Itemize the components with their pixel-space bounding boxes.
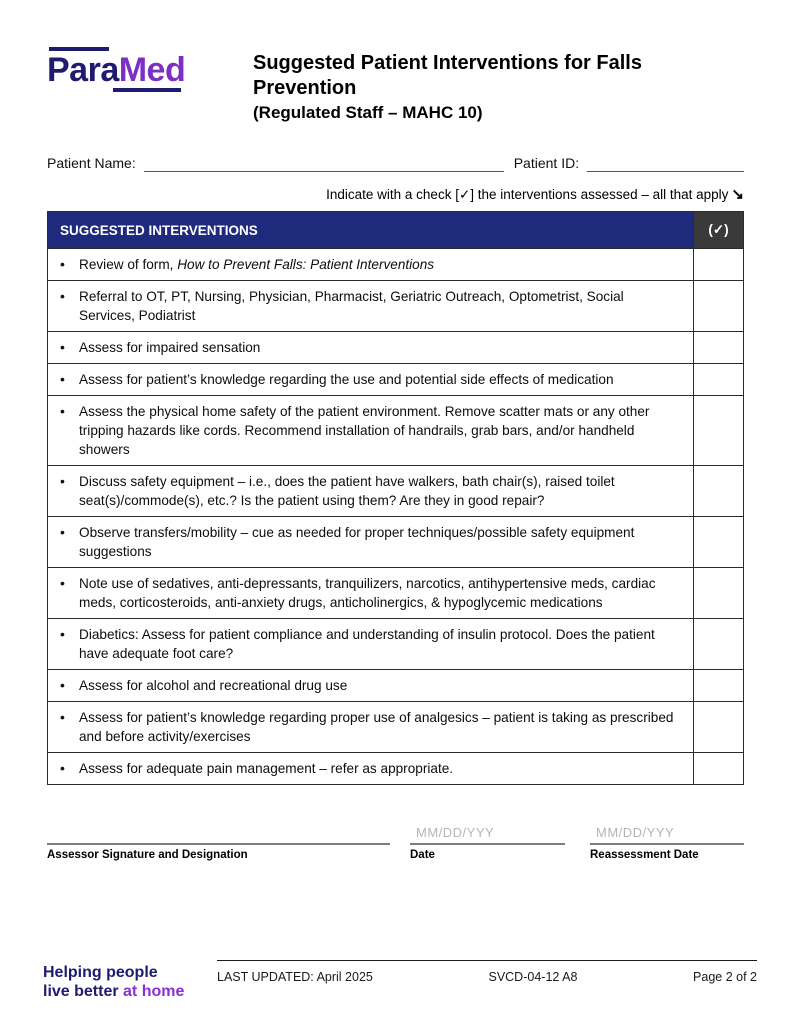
intervention-row [48, 753, 744, 785]
page-number-text: Page 2 of 2 [693, 970, 757, 985]
intervention-row [48, 702, 744, 753]
logo-text-med: Med [118, 51, 186, 89]
form-subtitle: (Regulated Staff – MAHC 10) [253, 103, 483, 122]
intervention-text: Assess for patient’s knowledge regarding the use and potential side effects of medication [79, 372, 614, 387]
intervention-text: Assess the physical home safety of the patient environment. Remove scatter mats or any other tripping hazards like cords. Recommend installation of handrails, grab bars, and/or handheld showers [79, 404, 650, 457]
date-block [410, 825, 565, 861]
intervention-text-cell [48, 670, 694, 702]
intervention-text: Discuss safety equipment – i.e., does the patient have walkers, bath chair(s), raised toilet seat(s)/commode(s), etc.? Is the patient using them? Are they in good repair? [79, 474, 615, 508]
intervention-text-cell [48, 753, 694, 785]
intervention-text: Assess for alcohol and recreational drug use [79, 678, 348, 693]
check-cell[interactable] [694, 249, 744, 281]
intervention-text-cell [48, 517, 694, 568]
check-cell[interactable] [694, 702, 744, 753]
assessor-signature-block [47, 825, 390, 861]
intervention-text-cell [48, 702, 694, 753]
check-cell[interactable] [694, 753, 744, 785]
last-updated-text: LAST UPDATED: April 2025 [217, 970, 373, 985]
logo-text-para: Para [47, 51, 119, 89]
date-line [410, 843, 565, 845]
intervention-text-cell [48, 619, 694, 670]
interventions-body [48, 249, 744, 785]
date-label: Date [410, 849, 435, 861]
intervention-text: Observe transfers/mobility – cue as needed for proper techniques/possible safety equipment suggestions [79, 525, 635, 559]
intervention-text: Assess for impaired sensation [79, 340, 261, 355]
intervention-text-cell [48, 568, 694, 619]
intervention-row [48, 249, 744, 281]
check-cell[interactable] [694, 466, 744, 517]
check-cell[interactable] [694, 364, 744, 396]
table-header-interventions: SUGGESTED INTERVENTIONS [48, 212, 694, 249]
patient-info-row [47, 153, 744, 172]
intervention-text: Assess for patient’s knowledge regarding proper use of analgesics – patient is taking as prescribed and before activity/exercises [79, 710, 674, 744]
reassessment-date-label: Reassessment Date [590, 849, 699, 861]
signature-section [47, 825, 744, 861]
intervention-row [48, 466, 744, 517]
intervention-row [48, 281, 744, 332]
bullet-icon: • [60, 677, 65, 693]
title-block [197, 45, 744, 123]
southeast-arrow-icon: ↘ [731, 186, 744, 203]
tagline-line1: Helping people [43, 964, 158, 982]
intervention-text-cell [48, 249, 694, 281]
bullet-icon: • [60, 339, 65, 355]
assessor-signature-field[interactable] [47, 825, 390, 843]
check-instruction [47, 185, 744, 203]
tagline [43, 960, 215, 1002]
intervention-text-cell [48, 396, 694, 466]
reassessment-date-field[interactable]: MM/DD/YYY [596, 825, 675, 840]
bullet-icon: • [60, 403, 65, 419]
intervention-text-cell [48, 364, 694, 396]
check-cell[interactable] [694, 517, 744, 568]
logo-text [47, 51, 197, 90]
intervention-text-cell [48, 466, 694, 517]
intervention-row [48, 396, 744, 466]
table-header-check: (✓) [694, 212, 744, 249]
bullet-icon: • [60, 709, 65, 725]
reassessment-date-line [590, 843, 744, 845]
assessor-signature-label: Assessor Signature and Designation [47, 849, 248, 861]
paramed-logo [47, 45, 197, 92]
intervention-text-cell [48, 281, 694, 332]
patient-id-label: Patient ID: [513, 155, 580, 171]
page-footer [0, 960, 791, 1002]
form-title: Suggested Patient Interventions for Falls Prevention [253, 52, 642, 99]
footer-meta-block [217, 960, 757, 984]
intervention-row [48, 568, 744, 619]
bullet-icon: • [60, 288, 65, 304]
check-cell[interactable] [694, 332, 744, 364]
check-cell[interactable] [694, 281, 744, 332]
intervention-text: Assess for adequate pain management – refer as appropriate. [79, 761, 454, 776]
date-field[interactable]: MM/DD/YYY [416, 825, 495, 840]
bullet-icon: • [60, 256, 65, 272]
check-cell[interactable] [694, 396, 744, 466]
bullet-icon: • [60, 524, 65, 540]
patient-name-field[interactable] [144, 153, 504, 172]
intervention-row [48, 517, 744, 568]
intervention-text: Note use of sedatives, anti-depressants, tranquilizers, narcotics, antihypertensive meds, cardiac meds, corticosteroids, anti-anxiety drugs, anticholinergics, & hypoglycemic medications [79, 576, 656, 610]
tagline-line2: live better at home [43, 983, 185, 1001]
doc-code-text: SVCD-04-12 A8 [488, 970, 578, 985]
interventions-table [47, 211, 744, 785]
patient-id-field[interactable] [587, 153, 744, 172]
patient-name-label: Patient Name: [47, 155, 136, 171]
check-cell[interactable] [694, 670, 744, 702]
reassessment-date-block [590, 825, 744, 861]
intervention-text: Diabetics: Assess for patient compliance and understanding of insulin protocol. Does the patient have adequate foot care? [79, 627, 655, 661]
bullet-icon: • [60, 371, 65, 387]
intervention-row [48, 332, 744, 364]
bullet-icon: • [60, 760, 65, 776]
intervention-text: Referral to OT, PT, Nursing, Physician, Pharmacist, Geriatric Outreach, Optometrist, Social Services, Podiatrist [79, 289, 624, 323]
check-instruction-text: Indicate with a check [✓] the interventions assessed – all that apply [326, 187, 729, 202]
bullet-icon: • [60, 626, 65, 642]
check-cell[interactable] [694, 568, 744, 619]
table-header-row [48, 212, 744, 249]
bullet-icon: • [60, 575, 65, 591]
intervention-row [48, 364, 744, 396]
bullet-icon: • [60, 473, 65, 489]
intervention-text-cell [48, 332, 694, 364]
intervention-row [48, 619, 744, 670]
intervention-row [48, 670, 744, 702]
check-cell[interactable] [694, 619, 744, 670]
assessor-signature-line [47, 843, 390, 845]
intervention-text: Review of form, How to Prevent Falls: Patient Interventions [79, 257, 435, 272]
page-header [47, 45, 744, 123]
